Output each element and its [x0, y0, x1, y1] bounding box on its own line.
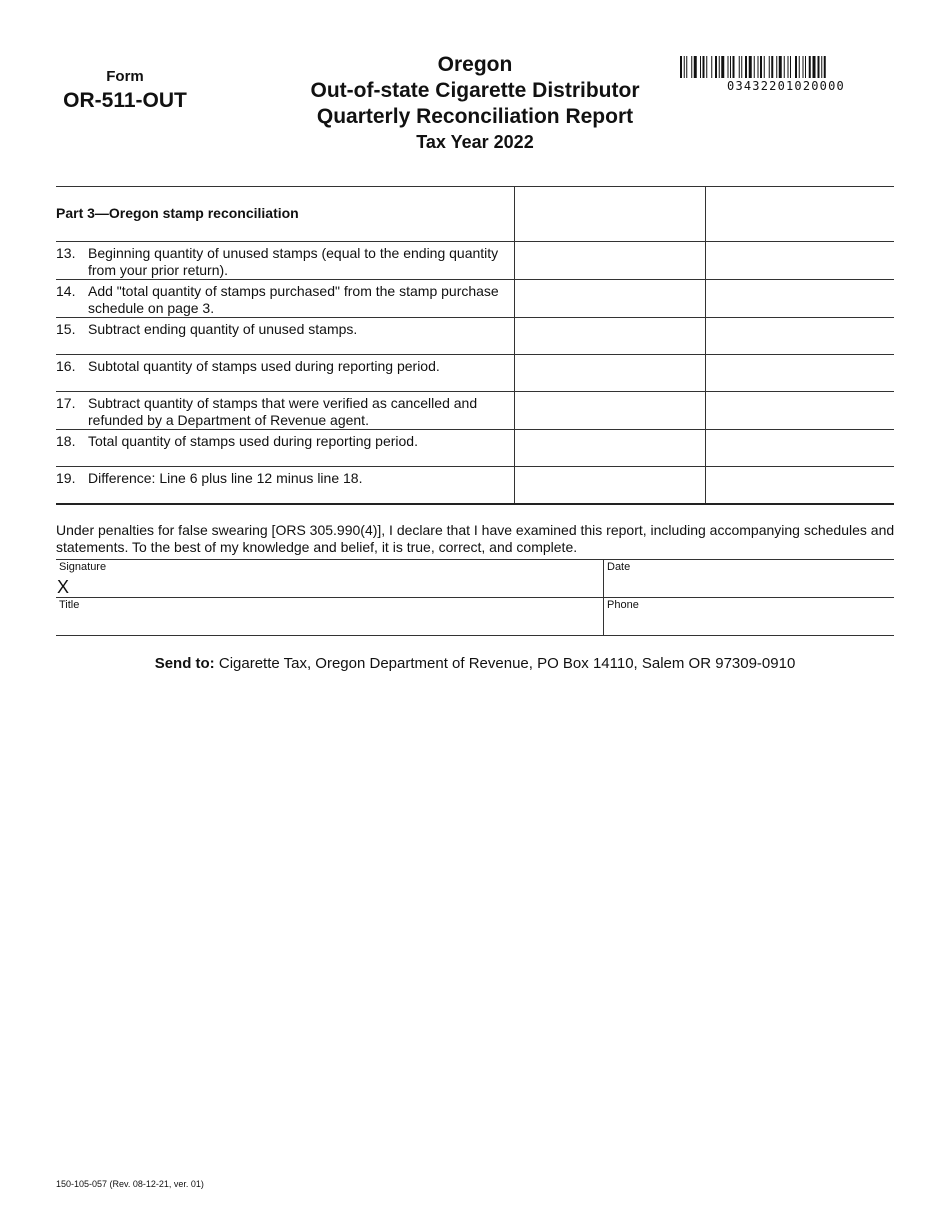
barcode-bar	[760, 56, 762, 78]
table-row	[56, 318, 894, 355]
line-17	[56, 392, 514, 429]
signature-field[interactable]	[56, 560, 603, 597]
barcode-bar	[809, 56, 811, 78]
line-13	[56, 242, 514, 279]
line-14	[56, 280, 514, 317]
barcode-bar	[684, 56, 685, 78]
line-number: 13.	[56, 245, 76, 261]
barcode-bar	[779, 56, 782, 78]
line-13-field-2[interactable]	[706, 242, 895, 280]
barcode-bar	[706, 56, 707, 78]
line-text: Subtract ending quantity of unused stamps.	[88, 321, 358, 337]
title-label: Title	[59, 599, 80, 611]
line-15-field-2[interactable]	[706, 318, 895, 355]
barcode	[680, 56, 892, 93]
signature-row	[56, 559, 894, 597]
stamp-reconciliation-table	[56, 186, 894, 505]
barcode-bar	[686, 56, 687, 78]
title-row	[56, 597, 894, 636]
barcode-bar	[741, 56, 742, 78]
line-text: Total quantity of stamps used during reporting period.	[88, 433, 418, 449]
line-14-field-1[interactable]	[515, 280, 706, 318]
date-label: Date	[607, 561, 631, 573]
line-19-field-1[interactable]	[515, 467, 706, 505]
line-16-field-2[interactable]	[706, 355, 895, 392]
header-cell-col1	[515, 187, 706, 242]
line-text: Beginning quantity of unused stamps (equal to the ending quantity from your prior return).	[88, 245, 499, 278]
line-15	[56, 318, 514, 338]
table-row	[56, 242, 894, 280]
phone-field[interactable]	[603, 598, 894, 635]
barcode-bar	[795, 56, 797, 78]
line-text: Add "total quantity of stamps purchased" from the stamp purchase schedule on page 3.	[88, 283, 499, 316]
phone-label: Phone	[607, 599, 639, 611]
line-number: 17.	[56, 395, 76, 411]
title-line-2: Out-of-state Cigarette Distributor	[310, 79, 640, 102]
line-18-field-1[interactable]	[515, 430, 706, 467]
send-to-line	[0, 655, 950, 672]
line-number: 14.	[56, 283, 76, 299]
line-14-field-2[interactable]	[706, 280, 895, 318]
header-cell-col2	[706, 187, 895, 242]
barcode-bar	[821, 56, 822, 78]
line-16-field-1[interactable]	[515, 355, 706, 392]
form-title	[285, 52, 665, 153]
barcode-bar	[769, 56, 770, 78]
signature-x-mark: X	[57, 577, 70, 597]
line-13-field-1[interactable]	[515, 242, 706, 280]
table-row	[56, 355, 894, 392]
form-revision-code: 150-105-057 (Rev. 08-12-21, ver. 01)	[56, 1179, 204, 1189]
date-field[interactable]	[603, 560, 894, 597]
signature-block	[56, 559, 894, 636]
barcode-bar	[745, 56, 747, 78]
barcode-bar	[691, 56, 692, 78]
line-number: 16.	[56, 358, 76, 374]
barcode-bar	[813, 56, 816, 78]
barcode-bar	[694, 56, 697, 78]
barcode-bar	[719, 56, 720, 78]
barcode-bar	[754, 56, 755, 78]
line-18	[56, 430, 514, 450]
part3-header-row	[56, 187, 894, 242]
barcode-bar	[776, 56, 777, 78]
title-line-1: Oregon	[437, 53, 513, 76]
title-field[interactable]	[56, 598, 603, 635]
barcode-digits: 03432201020000	[727, 79, 845, 93]
line-number: 19.	[56, 470, 76, 486]
line-text: Difference: Line 6 plus line 12 minus line 18.	[88, 470, 363, 486]
line-19-field-2[interactable]	[706, 467, 895, 505]
barcode-bar	[805, 56, 806, 78]
barcode-bar	[728, 56, 729, 78]
send-to-address: Cigarette Tax, Oregon Department of Revenue, PO Box 14110, Salem OR 97309-0910	[214, 655, 796, 672]
barcode-bar	[680, 56, 682, 78]
line-17-field-1[interactable]	[515, 392, 706, 430]
barcode-bars	[680, 56, 892, 78]
table-row	[56, 430, 894, 467]
barcode-bar	[771, 56, 773, 78]
barcode-bar	[749, 56, 752, 78]
line-17-field-2[interactable]	[706, 392, 895, 430]
form-number: OR-511-OUT	[63, 89, 187, 112]
barcode-bar	[824, 56, 826, 78]
barcode-bar	[790, 56, 791, 78]
form-id-block	[60, 68, 190, 114]
declaration-text: Under penalties for false swearing [ORS 305.990(4)], I declare that I have examined this report, including accompanying schedules and statements. To the best of my knowledge and belief, it is true, correct, and complete.	[56, 522, 895, 555]
barcode-bar	[703, 56, 705, 78]
title-line-3: Quarterly Reconciliation Report	[316, 105, 634, 128]
barcode-bar	[715, 56, 717, 78]
barcode-bar	[803, 56, 804, 78]
line-18-field-2[interactable]	[706, 430, 895, 467]
barcode-bar	[788, 56, 789, 78]
barcode-bar	[739, 56, 740, 78]
barcode-bar	[700, 56, 701, 78]
barcode-bar	[799, 56, 800, 78]
line-text: Subtotal quantity of stamps used during reporting period.	[88, 358, 440, 374]
barcode-bar	[784, 56, 785, 78]
line-number: 18.	[56, 433, 76, 449]
barcode-bar	[764, 56, 765, 78]
tax-year: Tax Year 2022	[416, 132, 534, 152]
barcode-bar	[711, 56, 712, 78]
table-row	[56, 392, 894, 430]
line-19	[56, 467, 514, 487]
send-to-label: Send to:	[154, 655, 215, 672]
table-row	[56, 467, 894, 505]
barcode-bar	[730, 56, 731, 78]
line-16	[56, 355, 514, 375]
barcode-bar	[721, 56, 724, 78]
barcode-bar	[758, 56, 759, 78]
part3-heading: Part 3—Oregon stamp reconciliation	[56, 187, 515, 242]
form-word: Form	[106, 68, 144, 85]
line-number: 15.	[56, 321, 76, 337]
line-text: Subtract quantity of stamps that were verified as cancelled and refunded by a Department of Revenue agent.	[88, 395, 478, 428]
line-15-field-1[interactable]	[515, 318, 706, 355]
barcode-bar	[818, 56, 820, 78]
signature-label: Signature	[59, 561, 107, 573]
barcode-bar	[733, 56, 735, 78]
table-row	[56, 280, 894, 318]
